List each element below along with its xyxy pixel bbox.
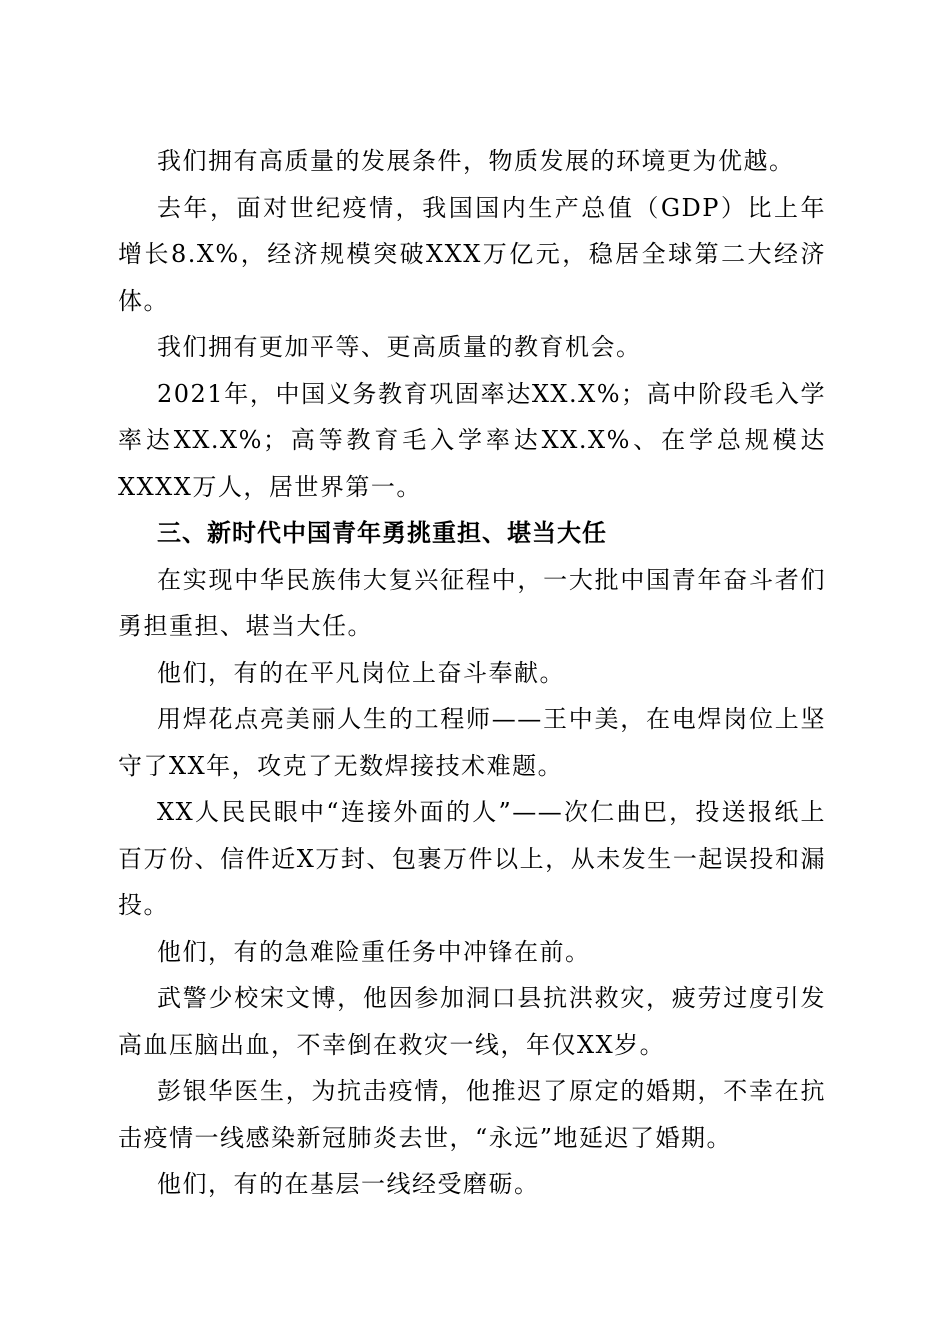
paragraph-3: 我们拥有更加平等、更高质量的教育机会。 — [157, 333, 642, 361]
paragraph-8: XX人民民眼中“连接外面的人”——次仁曲巴，投送报纸上百万份、信件近X万封、包裹万件以上，从未发生一起误投和漏投。 — [118, 798, 826, 919]
paragraph-4: 2021年，中国义务教育巩固率达XX.X%；高中阶段毛入学率达XX.X%；高等教育毛入学率达XX.X%、在学总规模达XXXX万人，居世界第一。 — [118, 379, 826, 501]
paragraph-6: 他们，有的在平凡岗位上奋斗奉献。 — [157, 658, 565, 687]
paragraph-5: 在实现中华民族伟大复兴征程中，一大批中国青年奋斗者们勇担重担、堪当大任。 — [118, 565, 826, 640]
paragraph-11: 彭银华医生，为抗击疫情，他推迟了原定的婚期，不幸在抗击疫情一线感染新冠肺炎去世，“永远”地延迟了婚期。 — [118, 1077, 826, 1152]
paragraph-7: 用焊花点亮美丽人生的工程师——王中美，在电焊岗位上坚守了XX年，攻克了无数焊接技术难题。 — [118, 705, 826, 780]
paragraph-10: 武警少校宋文博，他因参加洞口县抗洪救灾，疲劳过度引发高血压脑出血，不幸倒在救灾一线，年仅XX岁。 — [118, 984, 826, 1059]
paragraph-9: 他们，有的急难险重任务中冲锋在前。 — [157, 937, 591, 966]
paragraph-1: 我们拥有高质量的发展条件，物质发展的环境更为优越。 — [157, 147, 795, 175]
paragraph-2: 去年，面对世纪疫情，我国国内生产总值（GDP）比上年增长8.X%，经济规模突破XXX万亿元，稳居全球第二大经济体。 — [118, 193, 826, 315]
document-body — [118, 138, 826, 1208]
paragraph-12: 他们，有的在基层一线经受磨砺。 — [157, 1170, 540, 1198]
section-heading: 三、新时代中国青年勇挑重担、堪当大任 — [157, 519, 607, 547]
